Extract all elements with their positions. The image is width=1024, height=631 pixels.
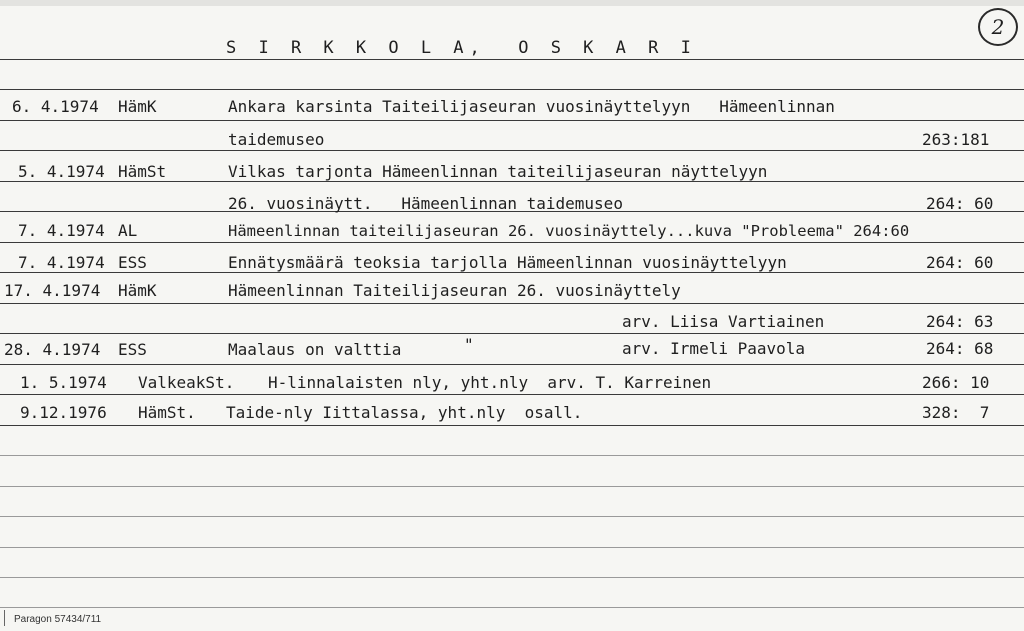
entry-title: Ankara karsinta Taiteilijaseuran vuosinäyttelyyn Hämeenlinnan — [228, 97, 835, 116]
ditto-mark: " — [464, 335, 474, 354]
entry-date: 1. 5.1974 — [20, 373, 107, 392]
entry-reviewer: arv. Liisa Vartiainen — [622, 312, 825, 331]
entry-paper: ESS — [118, 340, 147, 359]
entry-paper: HämK — [118, 97, 157, 116]
entry-date: 6. 4.1974 — [12, 97, 99, 116]
rule-line — [0, 577, 1024, 578]
rule-line — [0, 455, 1024, 456]
entry-ref: 264: 60 — [926, 194, 994, 213]
entry-paper: ValkeakSt. — [138, 373, 235, 392]
rule-line — [0, 364, 1024, 365]
rule-line — [0, 516, 1024, 517]
entry-paper: HämK — [118, 281, 157, 300]
entry-date: 9.12.1976 — [20, 403, 107, 422]
rule-line — [0, 89, 1024, 90]
printer-imprint: Paragon 57434/711 — [14, 614, 102, 625]
entry-paper: AL — [118, 221, 138, 240]
rule-line — [0, 547, 1024, 548]
entry-date: 7. 4.1974 — [18, 253, 105, 272]
entry-ref: 264: 60 — [926, 253, 994, 272]
entry-title: Hämeenlinnan Taiteilijaseuran 26. vuosinäyttely — [228, 281, 681, 300]
entry-title: Taide-nly Iittalassa, yht.nly osall. — [226, 403, 583, 422]
entry-date: 7. 4.1974 — [18, 221, 105, 240]
rule-line — [0, 607, 1024, 608]
entry-title: taidemuseo — [228, 130, 325, 149]
entry-ref: 328: 7 — [922, 403, 990, 422]
rule-line — [0, 394, 1024, 395]
entry-ref: 266: 10 — [922, 373, 990, 392]
rule-line — [0, 272, 1024, 273]
entry-paper: ESS — [118, 253, 147, 272]
page-number-circle — [978, 8, 1018, 46]
entry-date: 5. 4.1974 — [18, 162, 105, 181]
entry-title: Vilkas tarjonta Hämeenlinnan taiteilijaseuran näyttelyyn — [228, 162, 768, 181]
entry-ref: 263:181 — [922, 130, 990, 149]
entry-date: 17. 4.1974 — [4, 281, 101, 300]
rule-line — [0, 333, 1024, 334]
rule-line — [0, 181, 1024, 182]
artist-name: S I R K K O L A, O S K A R I — [226, 38, 697, 58]
page-number: 2 — [991, 15, 1005, 39]
entry-title: H-linnalaisten nly, yht.nly arv. T. Karreinen — [268, 373, 712, 392]
card-top-band — [0, 0, 1024, 6]
entry-title: 26. vuosinäytt. Hämeenlinnan taidemuseo — [228, 194, 623, 213]
rule-line — [0, 303, 1024, 304]
entry-paper: HämSt — [118, 162, 167, 181]
card-edge-mark — [4, 610, 5, 626]
entry-title: Hämeenlinnan taiteilijaseuran 26. vuosinäyttely...kuva "Probleema" 264:60 — [228, 222, 910, 240]
entry-title: Ennätysmäärä teoksia tarjolla Hämeenlinnan vuosinäyttelyyn — [228, 253, 787, 272]
entry-date: 28. 4.1974 — [4, 340, 101, 359]
entry-ref: 264: 63 — [926, 312, 994, 331]
entry-reviewer: arv. Irmeli Paavola — [622, 339, 806, 358]
entry-ref: 264: 68 — [926, 339, 994, 358]
rule-line — [0, 150, 1024, 151]
rule-line — [0, 120, 1024, 121]
entry-paper: HämSt. — [138, 403, 196, 422]
rule-line — [0, 242, 1024, 243]
rule-line — [0, 59, 1024, 60]
rule-line — [0, 486, 1024, 487]
entry-title: Maalaus on valttia — [228, 340, 402, 359]
rule-line — [0, 425, 1024, 426]
